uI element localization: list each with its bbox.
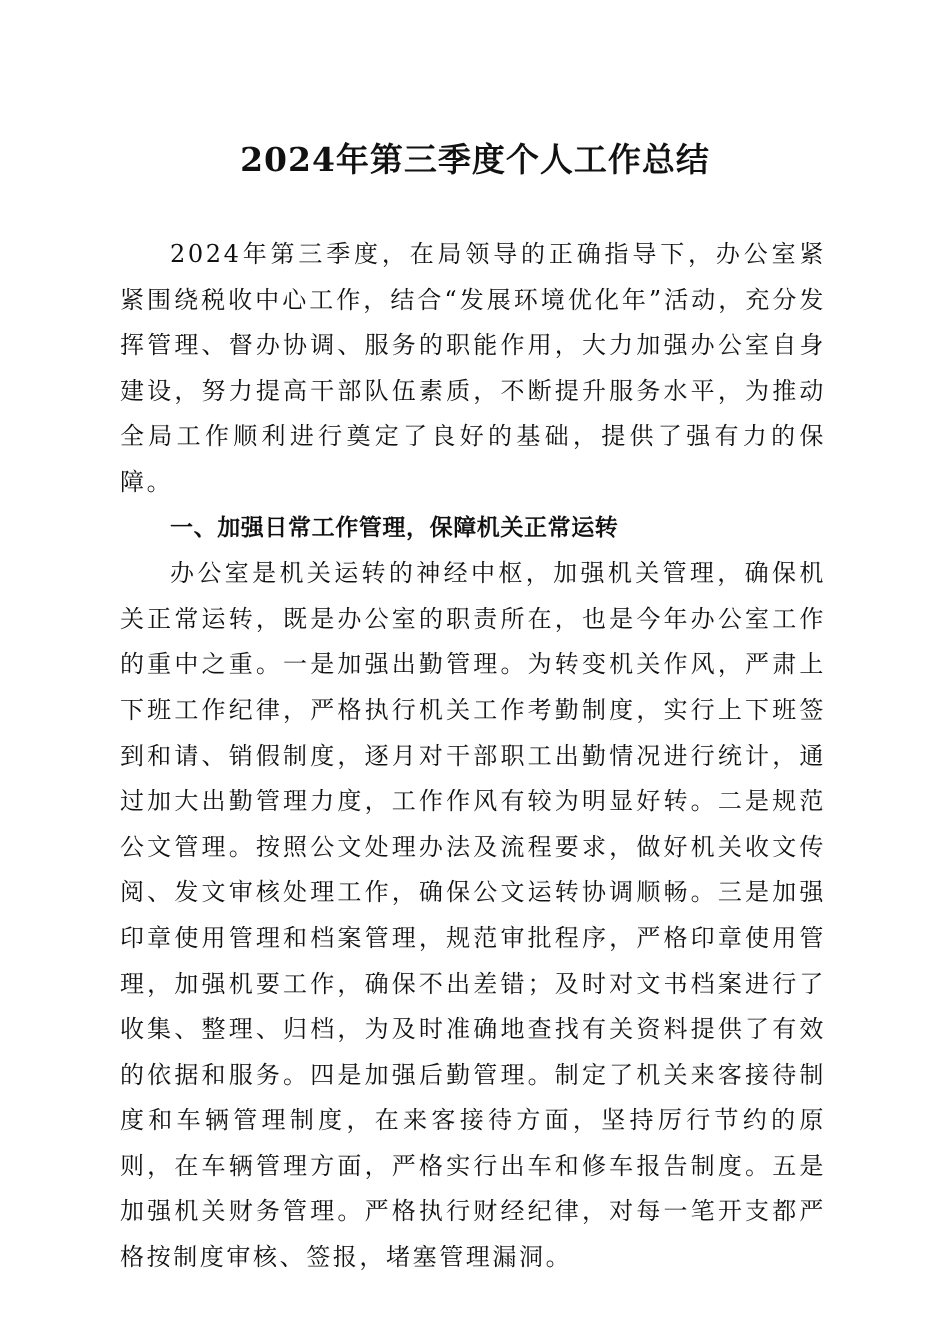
intro-paragraph: 2024年第三季度，在局领导的正确指导下，办公室紧紧围绕税收中心工作，结合“发展环境优化年”活动，充分发挥管理、督办协调、服务的职能作用，大力加强办公室自身建设，努力提高干部队伍素质，不断提升服务水平，为推动全局工作顺利进行奠定了良好的基础，提供了强有力的保障。 [120, 240, 826, 496]
section-heading: 一、加强日常工作管理，保障机关正常运转 [170, 514, 619, 541]
section-paragraph: 办公室是机关运转的神经中枢，加强机关管理，确保机关正常运转，既是办公室的职责所在，也是今年办公室工作的重中之重。一是加强出勤管理。为转变机关作风，严肃上下班工作纪律，严格执行机关工作考勤制度，实行上下班签到和请、销假制度，逐月对干部职工出勤情况进行统计，通过加大出勤管理力度，工作作风有较为明显好转。二是规范公文管理。按照公文处理办法及流程要求，做好机关收文传阅、发文审核处理工作，确保公文运转协调顺畅。三是加强印章使用管理和档案管理，规范审批程序，严格印章使用管理，加强机要工作，确保不出差错；及时对文书档案进行了收集、整理、归档，为及时准确地查找有关资料提供了有效的依据和服务。四是加强后勤管理。制定了机关来客接待制度和车辆管理制度，在来客接待方面，坚持厉行节约的原则，在车辆管理方面，严格实行出车和修车报告制度。五是加强机关财务管理。严格执行财经纪律，对每一笔开支都严格按制度审核、签报，堵塞管理漏洞。 [120, 559, 826, 1272]
document-body [120, 232, 826, 1281]
document-title: 2024年第三季度个人工作总结 [240, 140, 710, 179]
